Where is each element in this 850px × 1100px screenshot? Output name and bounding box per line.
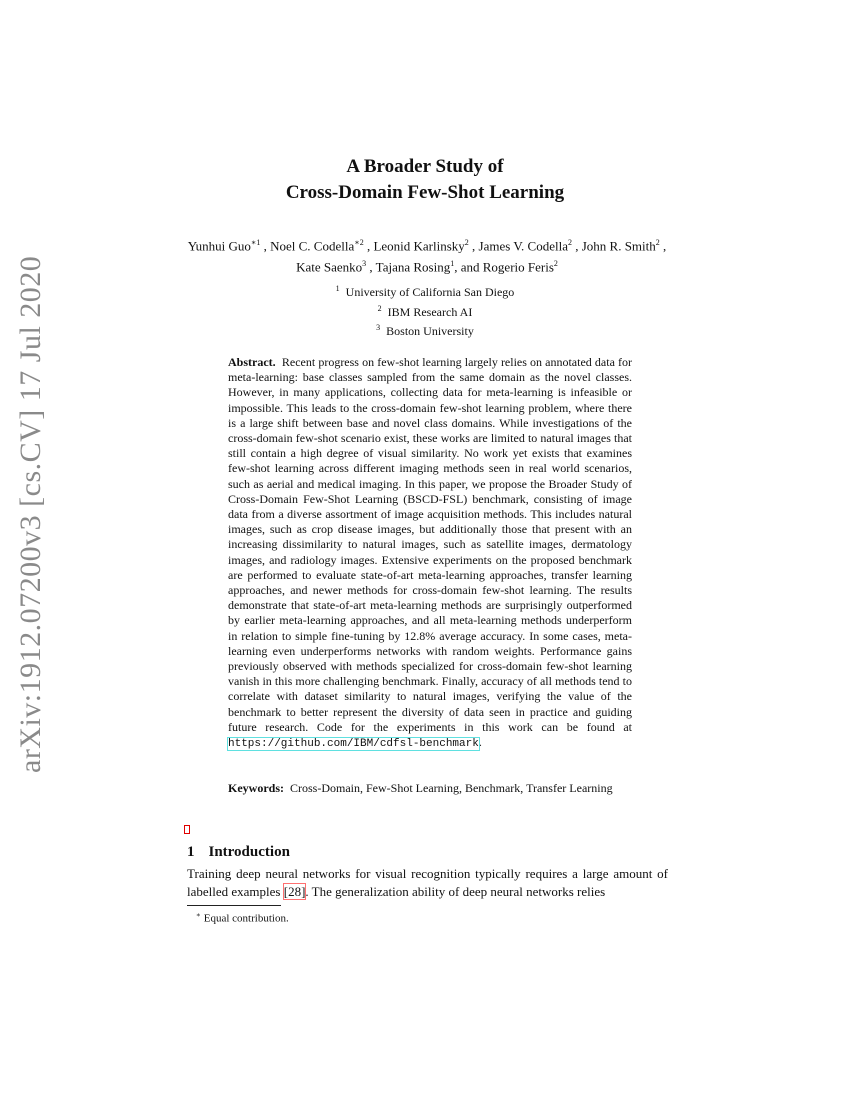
author-separator: , (260, 238, 271, 254)
author-affiliation-mark: 2 (567, 238, 572, 247)
anchor-marker (184, 825, 190, 834)
section-number: 1 (187, 844, 195, 860)
author-separator: , (366, 259, 376, 275)
author-affiliation-mark: 2 (464, 238, 469, 247)
author-list (180, 234, 674, 277)
keywords-label: Keywords: (228, 781, 284, 795)
affiliation-name: University of California San Diego (345, 285, 515, 299)
affiliation-mark: 2 (377, 303, 382, 313)
author-separator: , (363, 238, 374, 254)
affiliation (0, 281, 850, 301)
author-name: Leonid Karlinsky (373, 238, 465, 254)
footnote-divider (187, 905, 281, 906)
author-name: Yunhui Guo (187, 238, 251, 254)
keywords-text: Cross-Domain, Few-Shot Learning, Benchmark, Transfer Learning (290, 781, 613, 795)
intro-paragraph (187, 865, 668, 901)
code-url-link[interactable]: https://github.com/IBM/cdfsl-benchmark (228, 738, 479, 751)
author-affiliation-mark: 3 (362, 259, 367, 269)
affiliation-list (0, 281, 850, 340)
author-name: Tajana Rosing (375, 259, 451, 275)
abstract-body: Recent progress on few-shot learning largely relies on annotated data for meta-learning: base classes sampled from the same domain as the novel classes. However, in many applications, collecting data for meta-learning is infeasible or impossible. This leads to the cross-domain few-shot learning problem, where there is a large shift between base and novel class domains. While investigations of the cross-domain few-shot scenario exist, these works are limited to natural images that still contain a high degree of visual similarity. No work yet exists that examines few-shot learning across different imaging methods seen in real world scenarios, such as aerial and medical imaging. In this paper, we propose the Broader Study of Cross-Domain Few-Shot Learning (BSCD-FSL) benchmark, consisting of image data from a diverse assortment of image acquisition methods. This includes natural images, such as crop disease images, but additionally those that present with an increasing dissimilarity to natural images, such as satellite images, dermatology images, and radiology images. Extensive experiments on the proposed benchmark are performed to evaluate state-of-art meta-learning approaches, transfer learning approaches, and newer methods for cross-domain few-shot learning. The results demonstrate that state-of-art meta-learning methods are surprisingly outperformed by earlier meta-learning approaches, and all meta-learning methods underperform in relation to simple fine-tuning by 12.8% average accuracy. In some cases, meta-learning even underperforms networks with random weights. Performance gains previously observed with methods specialized for cross-domain few-shot learning vanish in this more challenging benchmark. Finally, accuracy of all methods tend to correlate with dataset similarity to natural images, verifying the value of the benchmark to better represent the diversity of data seen in practice and guiding future research. Code for the experiments in this work can be found at (228, 355, 633, 734)
affiliation-mark: 3 (376, 323, 381, 332)
paper-title (0, 154, 850, 206)
affiliation-mark: 1 (335, 284, 340, 293)
arxiv-identifier: arXiv:1912.07200v3 [cs.CV] 17 Jul 2020 (14, 255, 47, 773)
author-name: John R. Smith (581, 238, 656, 254)
footnote-text: Equal contribution. (203, 912, 289, 925)
author-separator: , (659, 238, 667, 254)
abstract-end: . (478, 735, 482, 750)
author-separator: , (571, 238, 582, 254)
keywords (228, 781, 648, 796)
author-affiliation-mark: 2 (655, 238, 660, 247)
intro-text-start: Training deep neural networks for visual recognition typically requires a large amount of labelled examples (187, 866, 668, 899)
author-name: Rogerio Feris (482, 259, 554, 275)
title-line-1: A Broader Study of (346, 156, 504, 177)
section-title: Introduction (208, 844, 290, 860)
footnote-mark: ∗ (196, 911, 201, 919)
author-affiliation-mark: 1 (450, 259, 455, 269)
author-separator: , and (454, 259, 483, 275)
footnote (196, 908, 289, 926)
affiliation-name: Boston University (386, 324, 474, 338)
citation-link[interactable]: [28] (283, 884, 306, 899)
author-name: James V. Codella (478, 238, 568, 254)
affiliation (0, 301, 850, 321)
author-name: Kate Saenko (296, 259, 363, 275)
author-affiliation-mark: ∗2 (354, 238, 364, 247)
section-heading (187, 842, 290, 862)
title-line-2: Cross-Domain Few-Shot Learning (285, 182, 565, 203)
abstract (228, 355, 632, 752)
intro-text-end: . The generalization ability of deep neural networks relies (305, 884, 606, 899)
author-affiliation-mark: 2 (553, 259, 558, 269)
author-affiliation-mark: ∗1 (250, 238, 261, 247)
author-name: Noel C. Codella (270, 238, 355, 254)
affiliation-name: IBM Research AI (387, 304, 473, 319)
author-separator: , (468, 238, 479, 254)
abstract-label: Abstract. (228, 355, 276, 369)
affiliation (0, 320, 850, 340)
